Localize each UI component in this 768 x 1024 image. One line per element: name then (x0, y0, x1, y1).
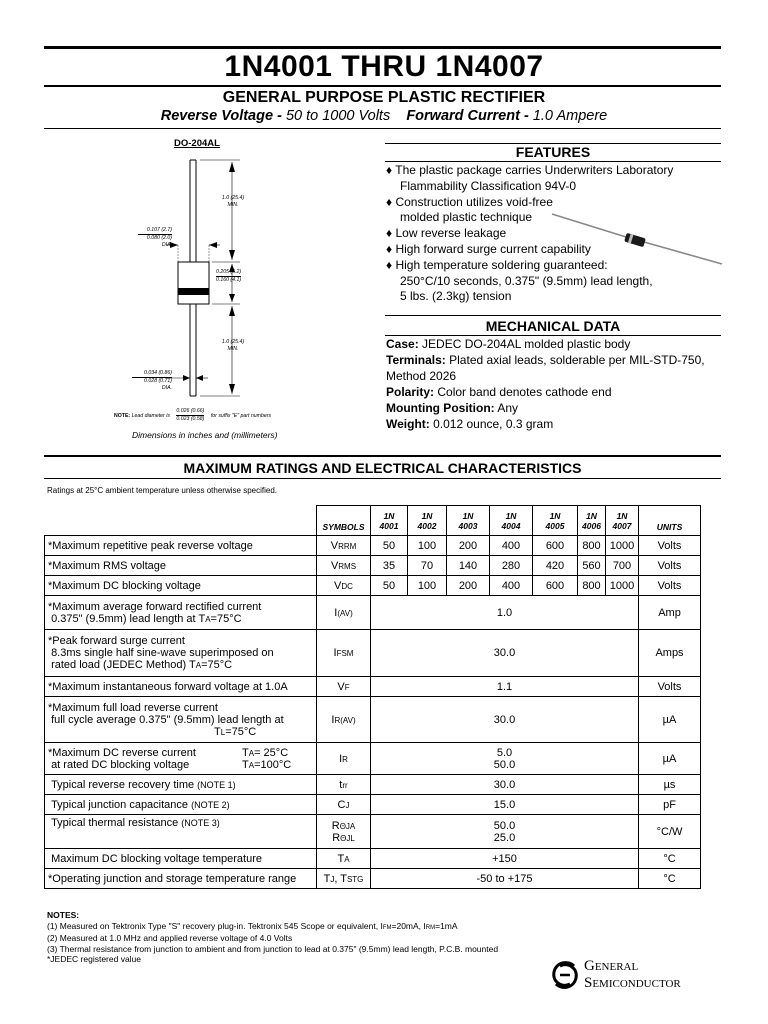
feature-item: ♦ Construction utilizes void-free (386, 194, 553, 209)
table-row: *Maximum repetitive peak reverse voltage VRRM 50 100 200 400 600 800 1000 Volts (45, 536, 701, 556)
subtitle: GENERAL PURPOSE PLASTIC RECTIFIER (222, 89, 546, 106)
ratings-line: Reverse Voltage - 50 to 1000 Volts Forward Current - 1.0 Ampere (160, 108, 608, 124)
top-rule (44, 46, 721, 49)
note-4: *JEDEC registered value (47, 954, 142, 964)
notes (47, 910, 498, 965)
weight-line: Weight: 0.012 ounce, 0.3 gram (386, 417, 554, 431)
feature-item: ♦ High forward surge current capability (386, 241, 591, 256)
table-row: Typical reverse recovery time (NOTE 1) trr 30.0 µs (45, 775, 701, 795)
table-row: *Peak forward surge current 8.3ms single half sine-wave superimposed on rated load (JEDEC Method) TA=75°C IFSM 30.0 Amps (45, 630, 701, 677)
mounting-line: Mounting Position: Any (386, 401, 518, 415)
table-row: *Maximum average forward rectified current 0.375" (9.5mm) lead length at TA=75°C I(AV) 1.0 Amp (45, 596, 701, 630)
col-units: UNITS (639, 506, 701, 536)
col-part: 1N 4002 (408, 506, 447, 536)
logo-line-2: Semiconductor (584, 975, 681, 991)
note-2: (2) Measured at 1.0 MHz and applied reverse voltage of 4.0 Volts (47, 933, 293, 943)
features-heading: FEATURES (515, 144, 591, 160)
features-rule-bottom (385, 161, 721, 162)
mech-rule-top (385, 315, 721, 316)
table-row: *Maximum RMS voltage VRMS 35 70 140 280 420 560 700 Volts (45, 556, 701, 576)
diagram-note: NOTE: Lead diameter is $\frac{0.026 (0.66)}{0.023 (0.58)}$ for suffix "E" part numbers (114, 408, 272, 422)
col-part: 1N 4005 (533, 506, 578, 536)
table-row: Typical junction capacitance (NOTE 2) CJ 15.0 pF (45, 795, 701, 815)
ratings-heading: MAXIMUM RATINGS AND ELECTRICAL CHARACTERISTICS (183, 460, 582, 476)
ratings-rule-bottom (44, 478, 721, 479)
ratings-rule-top (44, 455, 721, 457)
polarity-line: Polarity: Color band denotes cathode end (386, 385, 612, 399)
dim-top-length: 1.0 (25.4) MIN. (221, 195, 245, 208)
feature-item-cont: molded plastic technique (400, 210, 533, 225)
case-line: Case: JEDEC DO-204AL molded plastic body (386, 337, 631, 351)
col-part: 1N 4003 (447, 506, 490, 536)
terminals-line: Terminals: Plated axial leads, solderable per MIL-STD-750, (386, 353, 705, 367)
ratings-note: Ratings at 25°C ambient temperature unless otherwise specified. (47, 486, 277, 495)
feature-item: ♦ Low reverse leakage (386, 226, 507, 241)
terminals-line-2: Method 2026 (386, 369, 457, 383)
feature-item-cont: 5 lbs. (2.3kg) tension (400, 289, 512, 304)
table-row: *Operating junction and storage temperature range TJ, TSTG -50 to +175 °C (45, 869, 701, 889)
mechanical-data (386, 336, 705, 432)
col-part: 1N 4001 (371, 506, 408, 536)
note-1: (1) Measured on Tektronix Type "S" recovery plug-in. Tektronix 545 Scope or equivalent, IFM=20mA, IRM=1mA (47, 920, 458, 931)
subtitle-rule (44, 128, 721, 129)
title-rule (44, 85, 721, 87)
dim-body-length: 0.205 (5.2) 0.160 (4.1) (216, 269, 242, 283)
diode-illustration (550, 210, 726, 268)
table-row: Maximum DC blocking voltage temperature TA +150 °C (45, 849, 701, 869)
table-row: *Maximum instantaneous forward voltage at 1.0A VF 1.1 Volts (45, 677, 701, 697)
col-part: 1N 4007 (606, 506, 639, 536)
feature-item-cont: 250°C/10 seconds, 0.375" (9.5mm) lead length, (400, 273, 653, 288)
logo-line-1: General (584, 958, 639, 974)
table-row: *Maximum full load reverse current full cycle average 0.375" (9.5mm) lead length at TL=75°C IR(AV) 30.0 µA (45, 697, 701, 743)
ratings-table (44, 505, 701, 889)
dim-bottom-length: 1.0 (25.4) MIN. (221, 339, 245, 352)
table-header (45, 506, 701, 536)
col-part: 1N 4006 (578, 506, 606, 536)
feature-item: ♦ High temperature soldering guaranteed: (386, 257, 608, 272)
diagram-caption: Dimensions in inches and (millimeters) (132, 430, 278, 440)
package-diagram (100, 150, 300, 425)
feature-item-cont: Flammability Classification 94V-0 (400, 178, 577, 193)
table-row: Typical thermal resistance (NOTE 3) RΘJA RΘJL 50.0 25.0 °C/W (45, 815, 701, 849)
notes-heading: NOTES: (47, 910, 80, 920)
col-symbols: SYMBOLS (317, 506, 371, 536)
page-title: 1N4001 THRU 1N4007 (224, 50, 544, 83)
note-3: (3) Thermal resistance from junction to ambient and from junction to lead at 0.375" (9.5mm) lead length, P.C.B. mounted (47, 943, 499, 954)
feature-item: ♦ The plastic package carries Underwriters Laboratory (386, 163, 674, 177)
dim-lead-dia: 0.034 (0.86) 0.028 (0.71) DIA. (132, 370, 172, 392)
mechanical-heading: MECHANICAL DATA (485, 318, 621, 334)
table-row: *Maximum DC reverse current TA= 25°C at rated DC blocking voltage TA=100°C IR 5.0 50.0 µA (45, 743, 701, 775)
dim-body-dia: 0.107 (2.7) 0.080 (2.0) DIA. (138, 227, 172, 249)
table-row: *Maximum DC blocking voltage VDC 50 100 200 400 600 800 1000 Volts (45, 576, 701, 596)
package-label: DO-204AL (174, 138, 220, 149)
col-part: 1N 4004 (490, 506, 533, 536)
logo-mark-icon (548, 958, 582, 992)
